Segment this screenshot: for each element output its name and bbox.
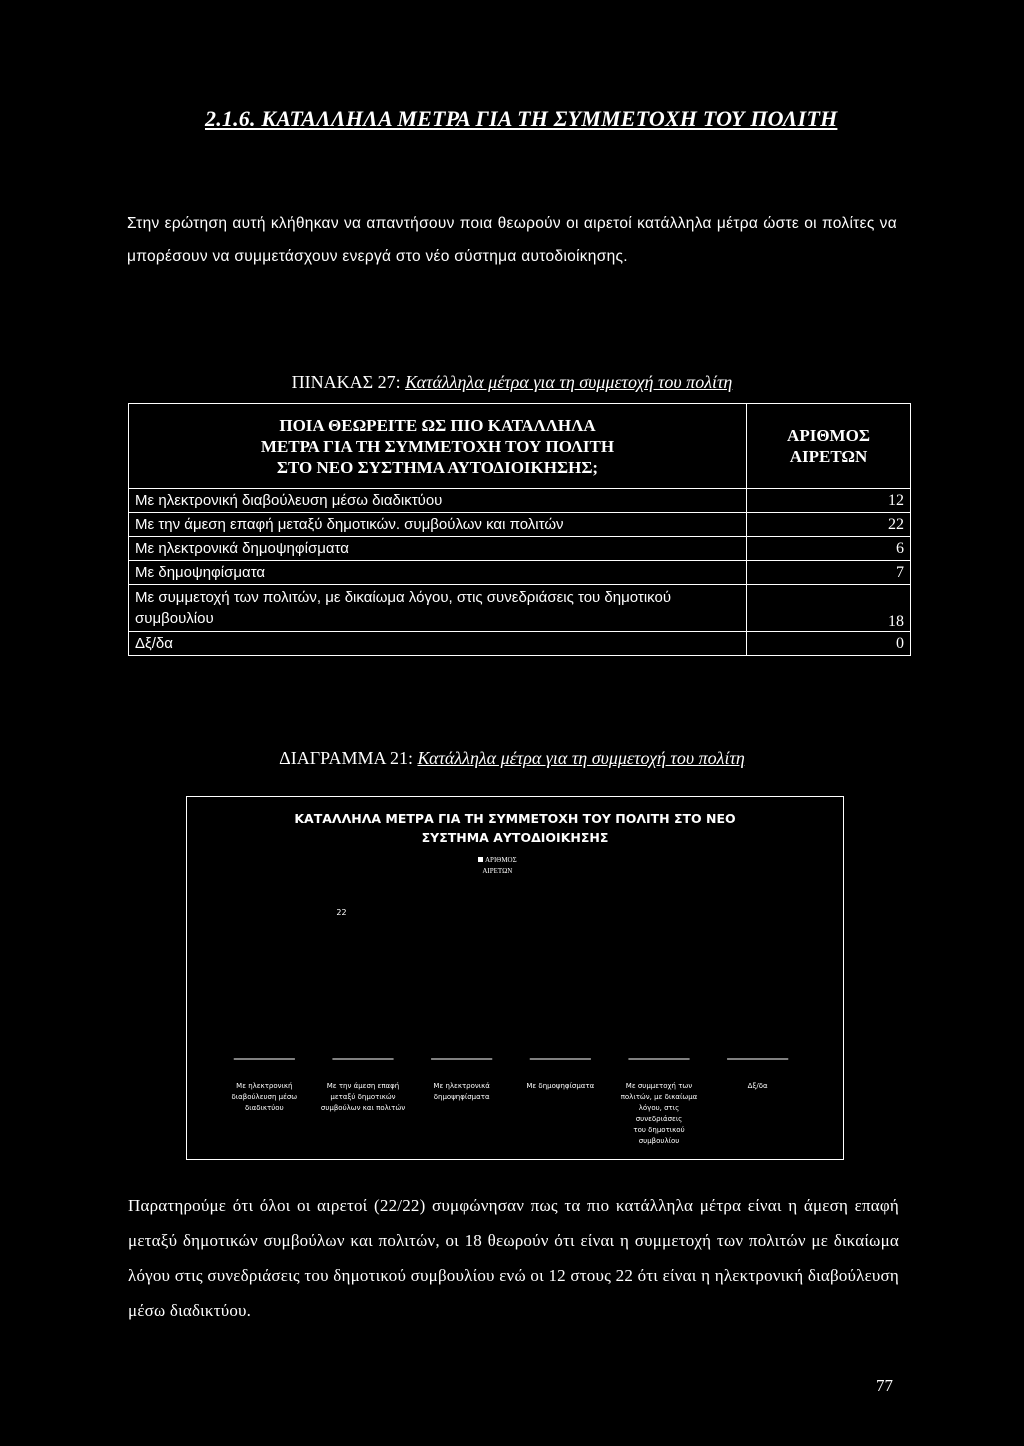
category-label-line: συμβούλων και πολιτών (320, 1104, 406, 1112)
intro-paragraph: Στην ερώτηση αυτή κλήθηκαν να απαντήσουν ποια θεωρούν οι αιρετοί κατάλληλα μέτρα ώστε οι πολίτες να μπορέσουν να συμμετάσχουν ενεργά στο νέο σύστημα αυτοδιοίκησης. (127, 215, 897, 265)
table-row (129, 513, 911, 537)
table-row (129, 537, 911, 561)
bar (332, 921, 393, 1059)
chart-caption (0, 748, 1024, 769)
table-row (129, 585, 911, 632)
header-count-line: ΑΡΙΘΜΟΣ (787, 426, 870, 445)
table-caption-prefix: ΠΙΝΑΚΑΣ 27: (291, 372, 406, 392)
table-caption (0, 372, 1024, 393)
row-option: Δξ/δα (129, 632, 747, 656)
chart-caption-title: Κατάλληλα μέτρα για τη συμμετοχή του πολίτη (417, 748, 745, 768)
row-count: 7 (747, 561, 911, 585)
header-count-line: ΑΙΡΕΤΩΝ (789, 447, 868, 466)
category-label-line: Με ηλεκτρονικά (433, 1082, 490, 1090)
chart-title-line: ΣΥΣΤΗΜΑ ΑΥΤΟΔΙΟΙΚΗΣΗΣ (421, 830, 609, 845)
row-count: 18 (747, 585, 911, 632)
section-heading: 2.1.6. ΚΑΤΑΛΛΗΛΑ ΜΕΤΡΑ ΓΙΑ ΤΗ ΣΥΜΜΕΤΟΧΗ ΤΟΥ ΠΟΛΙΤΗ (205, 106, 838, 131)
row-option: Με ηλεκτρονική διαβούλευση μέσω διαδικτύου (129, 489, 747, 513)
row-option: Με την άμεση επαφή μεταξύ δημοτικών. συμβούλων και πολιτών (129, 513, 747, 537)
row-option: Με συμμετοχή των πολιτών, με δικαίωμα λόγου, στις συνεδριάσεις του δημοτικού συμβουλίου (129, 585, 747, 632)
header-question-line: ΣΤΟ ΝΕΟ ΣΥΣΤΗΜΑ ΑΥΤΟΔΙΟΙΚΗΣΗΣ; (276, 457, 599, 477)
category-label-line: λόγου, στις (638, 1104, 680, 1112)
chart-legend (478, 855, 517, 877)
table-row (129, 561, 911, 585)
row-count: 0 (747, 632, 911, 656)
row-count: 12 (747, 489, 911, 513)
category-label-line: δημοψηφίσματα (433, 1093, 490, 1101)
closing-paragraph: Παρατηρούμε ότι όλοι οι αιρετοί (22/22) συμφώνησαν πως τα πιο κατάλληλα μέτρα είναι η άμεση επαφή μεταξύ δημοτικών συμβούλων και πολιτών, οι 18 θεωρούν ότι είναι η συμμετοχή των πολιτών με δικαίωμα λόγου στις συνεδριάσεις του δημοτικού συμβουλίου ενώ οι 12 στους 22 ότι είναι η ηλεκτρονική διαβούλευση μέσω διαδικτύου. (128, 1196, 899, 1320)
category-label-line: συνεδριάσεις (635, 1115, 683, 1123)
header-question-line: ΜΕΤΡΑ ΓΙΑ ΤΗ ΣΥΜΜΕΤΟΧΗ ΤΟΥ ΠΟΛΙΤΗ (260, 436, 615, 456)
category-label-line: διαδικτύου (245, 1104, 284, 1112)
page-number: 77 (876, 1376, 893, 1395)
row-option: Με ηλεκτρονικά δημοψηφίσματα (129, 537, 747, 561)
category-label (611, 1081, 707, 1147)
category-label (315, 1081, 411, 1114)
table-row (129, 632, 911, 656)
chart-title-line: ΚΑΤΑΛΛΗΛΑ ΜΕΤΡΑ ΓΙΑ ΤΗ ΣΥΜΜΕΤΟΧΗ ΤΟΥ ΠΟΛΙΤΗ ΣΤΟ ΝΕΟ (294, 811, 736, 826)
row-option: Με δημοψηφίσματα (129, 561, 747, 585)
category-label-line: διαβούλευση μέσω (231, 1093, 298, 1101)
table-row (129, 489, 911, 513)
chart-caption-prefix: ΔΙΑΓΡΑΜΜΑ 21: (279, 748, 418, 768)
table-caption-title: Κατάλληλα μέτρα για τη συμμετοχή του πολίτη (405, 372, 733, 392)
header-question-line: ΠΟΙΑ ΘΕΩΡΕΙΤΕ ΩΣ ΠΙΟ ΚΑΤΑΛΛΗΛΑ (279, 415, 596, 435)
legend-label: ΑΡΙΘΜΟΣ (485, 856, 517, 864)
category-label-line: Δξ/δα (747, 1082, 768, 1090)
category-label-line: μεταξύ δημοτικών (330, 1093, 396, 1101)
table-header-row (129, 404, 911, 489)
data-label: 22 (336, 908, 347, 917)
category-label-line: Με ηλεκτρονική (236, 1082, 293, 1090)
category-label-line: πολιτών, με δικαίωμα (620, 1093, 698, 1101)
legend-swatch (478, 857, 483, 862)
header-count (747, 404, 911, 489)
row-count: 22 (747, 513, 911, 537)
category-label-line: συμβουλίου (638, 1137, 680, 1145)
bar (234, 984, 295, 1059)
row-count: 6 (747, 537, 911, 561)
bar (431, 1021, 492, 1059)
category-label-line: Με την άμεση επαφή (326, 1082, 400, 1090)
category-label (512, 1081, 608, 1092)
measures-table (128, 403, 911, 656)
header-question (129, 404, 747, 489)
category-label-line: του δημοτικού (633, 1126, 685, 1134)
legend-entry (478, 855, 517, 866)
bar (530, 1015, 591, 1059)
category-label (414, 1081, 510, 1103)
measures-chart (186, 796, 844, 1160)
category-label (216, 1081, 312, 1114)
category-label (710, 1081, 806, 1092)
legend-label-line: ΑΙΡΕΤΩΝ (482, 867, 513, 875)
category-label-line: Με συμμετοχή των (625, 1082, 693, 1090)
category-label-line: Με δημοψηφίσματα (526, 1082, 595, 1090)
bar (628, 946, 689, 1059)
